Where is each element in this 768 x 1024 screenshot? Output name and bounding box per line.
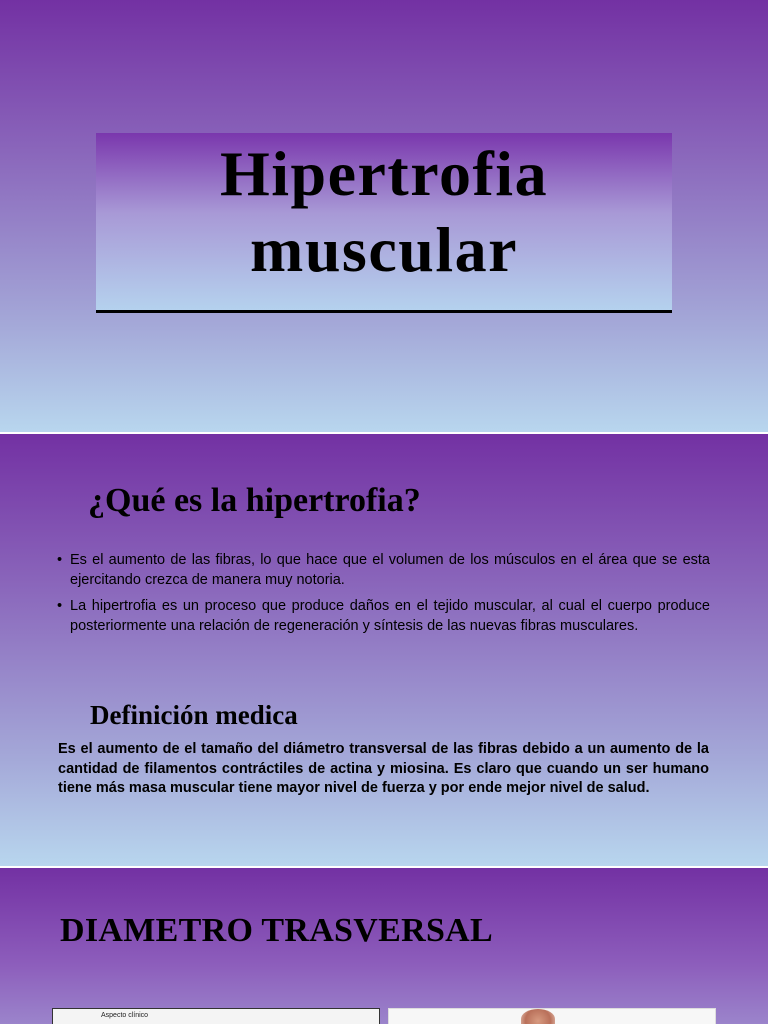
- clinical-image-caption: Aspecto clínico: [101, 1012, 149, 1019]
- definition-heading: Definición medica: [90, 700, 298, 730]
- slide-what-is: [0, 434, 768, 866]
- title-underline: [96, 310, 672, 313]
- title-line-2: muscular: [250, 214, 518, 285]
- bullet-item: • Es el aumento de las fibras, lo que hace que el volumen de los músculos en el área que se esta ejercitando crezca de manera muy notoria.: [56, 551, 710, 590]
- title-line-1: Hipertrofia: [219, 138, 549, 209]
- bullet-list: [56, 551, 710, 643]
- slide-title-heading: [96, 136, 672, 286]
- slide-diameter: [0, 868, 768, 1024]
- muscle-photo-figure: [521, 1009, 555, 1024]
- clinical-image: [52, 1008, 380, 1024]
- what-is-heading: ¿Qué es la hipertrofia?: [88, 482, 421, 519]
- diameter-heading: DIAMETRO TRASVERSAL: [60, 912, 493, 949]
- slide-title: [0, 0, 768, 432]
- definition-text: Es el aumento de el tamaño del diámetro transversal de las fibras debido a un aumento de la cantidad de filamentos contráctiles de actina y miosina. Es claro que cuando un ser humano tiene más masa muscular tiene mayor nivel de fuerza y por ende mejor nivel de salud.: [58, 741, 709, 796]
- bullet-item: • La hipertrofia es un proceso que produce daños en el tejido muscular, al cual el cuerpo produce posteriormente una relación de regeneración y síntesis de las nuevas fibras musculares.: [56, 597, 710, 636]
- muscle-photo: [388, 1008, 716, 1024]
